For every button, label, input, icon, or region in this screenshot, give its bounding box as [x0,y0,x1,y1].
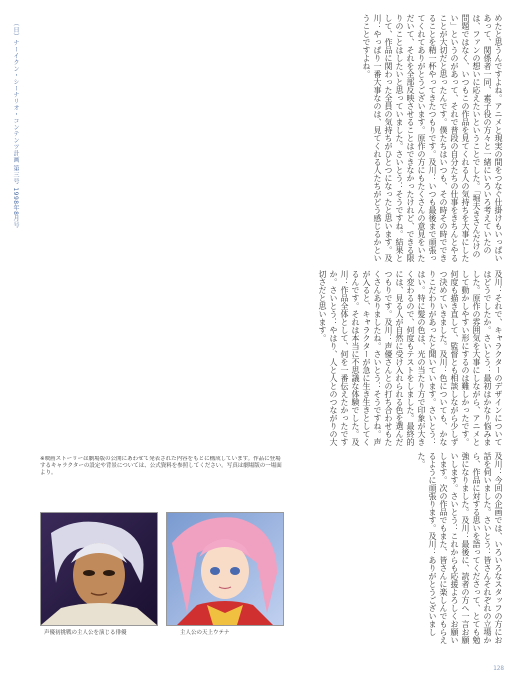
photo-block [40,456,284,652]
running-head: （日）ナーイクン・シーナリオ・コンテンツ計画 第三号 1998年8月号 [12,20,19,229]
photo-left-image [40,512,158,626]
portrait-illustration-right [167,513,283,625]
page-number: 128 [493,665,504,672]
body-text-lower [292,452,504,648]
body-text-middle [34,270,504,446]
text-column-lower: 及川：今回の企画では、いろいろなスタッフの方にお話を伺いました。さいとう：皆さんそれぞれの立場から、作品に対する思いを語ってくださって、とても勉強になりました。及川：最後に、読者の方へ一言お願いします。さいとう：これからも応援よろしくお願いします。次の作品でもまた、皆さんに楽しんでもらえるように頑張ります。及川：ありがとうございました。 [417,452,503,644]
photo-left-caption: 声優初挑戦の主人公を演じる俳優 [44,630,127,636]
body-text-top [34,14,504,262]
photo-caption: ※映画ストーリーは劇場版の公開にあわせて発表された内容をもとに構成しています。作品に登場するキャラクターの設定や背景については、公式資料を参照してください。写真は劇場版の一場面より。 [40,456,282,476]
photo-right-caption: 主人公の天上ウテナ [180,630,230,636]
photo-right-image [166,512,284,626]
portrait-illustration-left [41,513,157,625]
text-column-top: めたと思うんですよね。アニメと現実の間をつなぐ仕掛けもいっぱいあって、関係者一同、素子役の方々と一緒にいろいろ考えていたのは、ファンの想いに応えたいということでした。「堀夫きさんだけの問題ではなく、いつもこの作品を見てくれる人の気持ちを大事にしたい」というのがあって、それで普段の自分たちの仕事をきちんとやることが大切だと思ったんです。僕たちはいつも、その時その時でできることを精一杯やってきたつもりです。及川：いつも最後まで頑張ってくれてありがとうございます。原作の方にもたくさんの意見をいただいて、それを全部反映させることはできなかったけれど、できる限りのことはしたいと思っていました。さいとう：そうですね。結果として、作品に関わった全員の気持ちがひとつになったと思います。及川：やっぱり一番大事なのは、見てくれる人たちがどう感じるかということですよね。 [362,14,503,262]
text-column-middle: 及川：それで、キャラクターのデザインについてはどうでしたか。さいとう：最初はかなり悩みました。原作の雰囲気を大事にしながら、アニメとして動かしやすい形にするのは難しかったです。何度も描き直して、監督とも相談しながら少しずつ決めていきました。及川：色についても、かなりこだわりがあったと聞いています。さいとう：はい。特に髪の色は、光の当たり方で印象が大きく変わるので、何度もテストをしました。最終的には、見る人が自然に受け入れられる色を選んだつもりです。及川：声優さんとの打ち合わせもたくさんありましたね。さいとう：そうですね。声が入ると、キャラクターが急に生き生きとしてくるんです。それは本当に不思議な体験でした。及川：作品全体として、何を一番伝えたかったですか。さいとう：やはり、人と人とのつながりの大切さだと思います。 [318,270,503,446]
